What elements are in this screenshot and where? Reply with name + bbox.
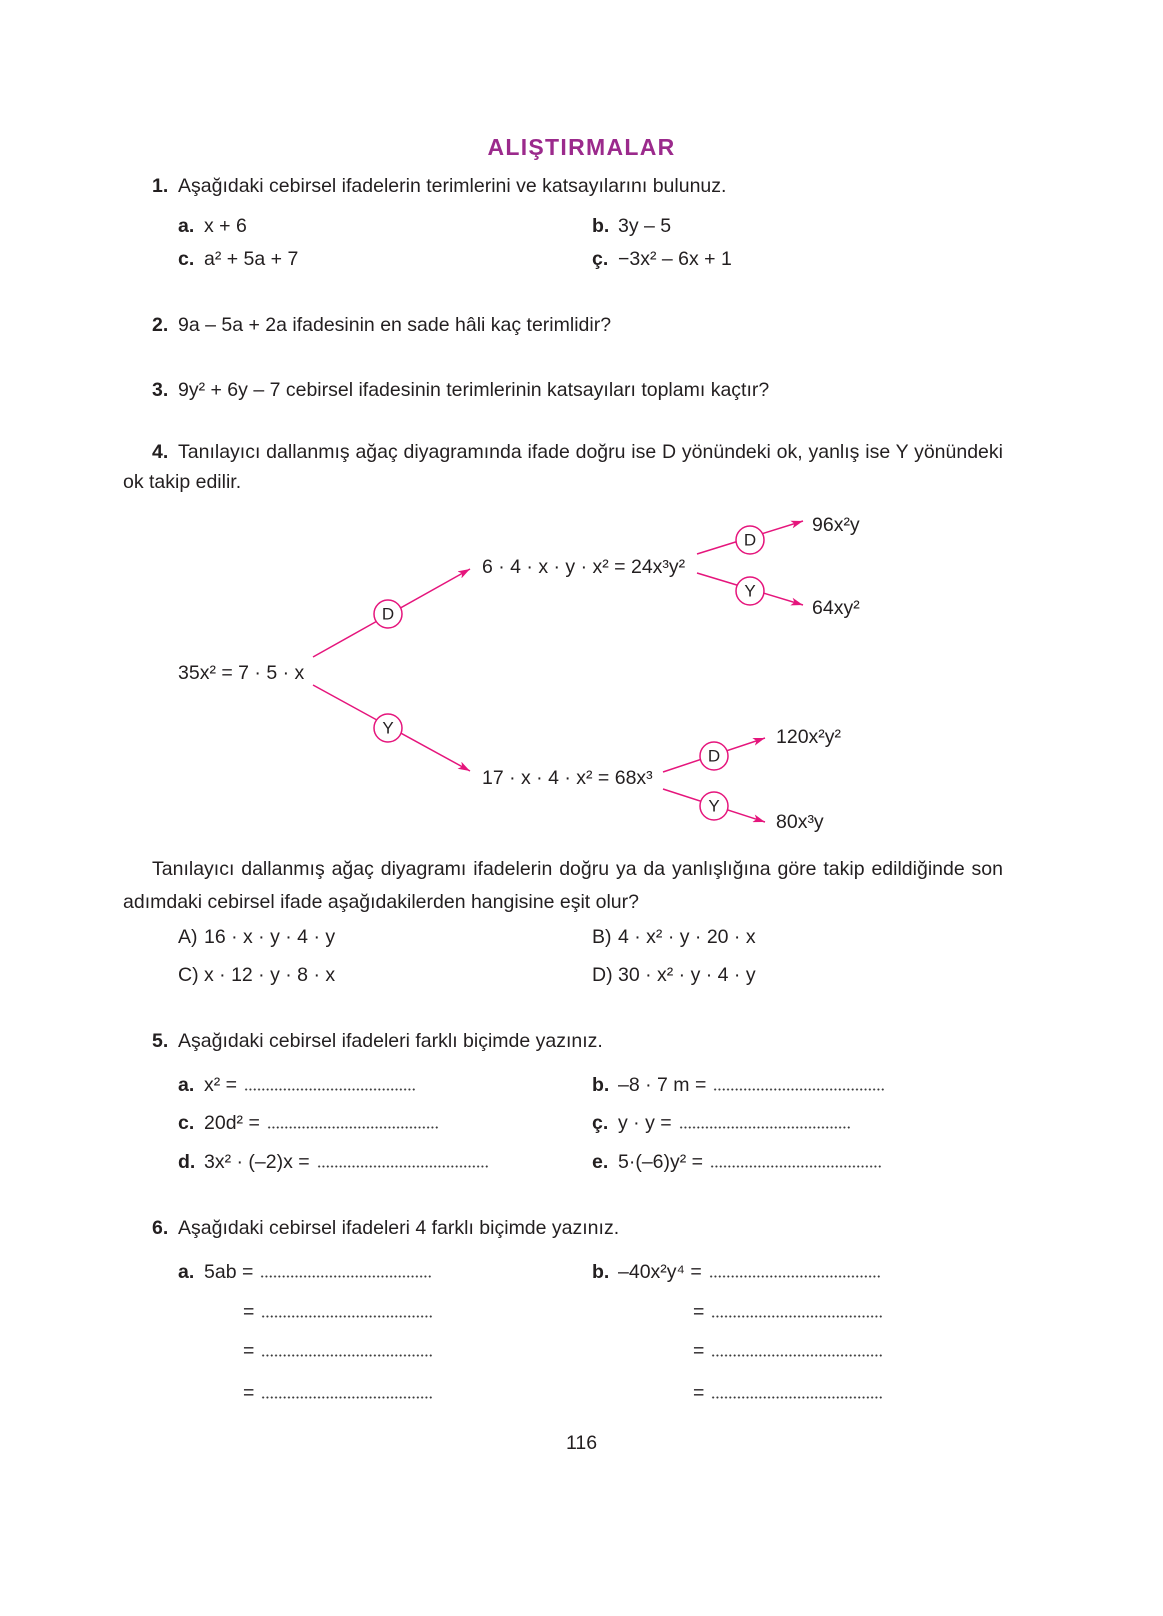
question-4-intro-line-2: ok takip edilir. <box>123 471 242 493</box>
answer-blank <box>244 1088 416 1091</box>
question-5-number: 5. <box>152 1030 169 1052</box>
page-title: ALIŞTIRMALAR <box>487 134 676 160</box>
item-expression: 5ab = <box>204 1261 254 1283</box>
answer-blank <box>709 1275 881 1278</box>
question-6-item-b <box>592 1260 881 1284</box>
diagram-upper-statement: 6 · 4 · x · y · x² = 24x³y² <box>482 556 686 578</box>
diagram-outcome-lower-true: 120x²y² <box>776 726 842 748</box>
question-4-number: 4. <box>152 441 169 463</box>
item-expression: a² + 5a + 7 <box>204 248 299 270</box>
equals-sign: = <box>243 1340 255 1362</box>
item-expression: x² = <box>204 1074 238 1096</box>
option-label: D) <box>592 964 613 986</box>
question-6-b-continuation <box>693 1381 883 1405</box>
question-5-item-b <box>592 1073 885 1097</box>
question-1-number: 1. <box>152 175 169 197</box>
question-4-prompt-line-1: Tanılayıcı dallanmış ağaç diyagramı ifadelerin doğru ya da yanlışlığına göre takip edildiğinde son <box>152 858 1003 880</box>
false-node-letter: Y <box>744 581 756 601</box>
diagram-outcome-upper-false: 64xy² <box>812 597 860 619</box>
item-label: ç. <box>592 1112 609 1134</box>
question-5-item-cc <box>592 1111 851 1135</box>
true-node-letter: D <box>381 604 395 624</box>
question-6-a-continuation <box>243 1339 433 1363</box>
question-6-item-a <box>178 1260 432 1284</box>
answer-blank <box>261 1315 433 1318</box>
item-label: a. <box>178 215 195 237</box>
item-expression: y · y = <box>618 1112 672 1134</box>
item-expression: −3x² – 6x + 1 <box>618 248 732 270</box>
question-1-item-c <box>178 247 298 271</box>
option-c <box>178 963 335 987</box>
item-expression: 5·(–6)y² = <box>618 1151 704 1173</box>
equals-sign: = <box>243 1382 255 1404</box>
question-2-text: 9a – 5a + 2a ifadesinin en sade hâli kaç terimlidir? <box>178 314 612 336</box>
question-4-prompt-line-2: adımdaki cebirsel ifade aşağıdakilerden hangisine eşit olur? <box>123 891 639 913</box>
question-6-a-continuation <box>243 1381 433 1405</box>
item-expression: –40x²y⁴ = <box>618 1261 702 1283</box>
option-a <box>178 925 335 949</box>
answer-blank <box>317 1165 489 1168</box>
item-expression: 3y – 5 <box>618 215 672 237</box>
question-5-text: Aşağıdaki cebirsel ifadeleri farklı biçimde yazınız. <box>178 1030 603 1052</box>
equals-sign: = <box>693 1382 705 1404</box>
option-expression: 16 · x · y · 4 · y <box>204 926 336 948</box>
question-6-number: 6. <box>152 1217 169 1239</box>
question-1-item-cc <box>592 247 732 271</box>
question-6-b-continuation <box>693 1339 883 1363</box>
answer-blank <box>710 1165 882 1168</box>
answer-blank <box>260 1275 432 1278</box>
item-label: a. <box>178 1261 195 1283</box>
question-5-item-e <box>592 1150 882 1174</box>
item-label: a. <box>178 1074 195 1096</box>
option-d <box>592 963 756 987</box>
diagram-lower-statement: 17 · x · 4 · x² = 68x³ <box>482 767 653 789</box>
question-4-intro-line-1: Tanılayıcı dallanmış ağaç diyagramında ifade doğru ise D yönündeki ok, yanlış ise Y yönündeki <box>178 441 1003 463</box>
option-b <box>592 925 756 949</box>
question-6-text: Aşağıdaki cebirsel ifadeleri 4 farklı biçimde yazınız. <box>178 1217 620 1239</box>
item-label: c. <box>178 1112 195 1134</box>
question-6-b-continuation <box>693 1300 883 1324</box>
option-label: B) <box>592 926 612 948</box>
answer-blank <box>711 1315 883 1318</box>
question-5-item-c <box>178 1111 439 1135</box>
answer-blank <box>711 1396 883 1399</box>
item-expression: 20d² = <box>204 1112 260 1134</box>
option-label: A) <box>178 926 198 948</box>
question-2-number: 2. <box>152 314 169 336</box>
item-label: e. <box>592 1151 609 1173</box>
answer-blank <box>267 1126 439 1129</box>
option-expression: 30 · x² · y · 4 · y <box>618 964 756 986</box>
question-1-text: Aşağıdaki cebirsel ifadelerin terimlerini ve katsayılarını bulunuz. <box>178 175 727 197</box>
diagram-root-statement: 35x² = 7 · 5 · x <box>178 662 305 684</box>
equals-sign: = <box>693 1340 705 1362</box>
equals-sign: = <box>243 1301 255 1323</box>
diagram-outcome-upper-true: 96x²y <box>812 514 860 536</box>
item-expression: –8 · 7 m = <box>618 1074 707 1096</box>
item-label: b. <box>592 1261 610 1283</box>
item-label: b. <box>592 1074 610 1096</box>
answer-blank <box>261 1354 433 1357</box>
item-label: b. <box>592 215 610 237</box>
page-number: 116 <box>565 1432 598 1454</box>
question-5-item-d <box>178 1150 489 1174</box>
option-label: C) <box>178 964 199 986</box>
item-label: d. <box>178 1151 196 1173</box>
false-node-letter: Y <box>382 718 394 738</box>
question-5-item-a <box>178 1073 416 1097</box>
option-expression: 4 · x² · y · 20 · x <box>618 926 756 948</box>
equals-sign: = <box>693 1301 705 1323</box>
true-node-letter: D <box>707 746 721 766</box>
answer-blank <box>711 1354 883 1357</box>
answer-blank <box>679 1126 851 1129</box>
item-expression: 3x² · (–2)x = <box>204 1151 310 1173</box>
answer-blank <box>713 1088 885 1091</box>
item-label: ç. <box>592 248 609 270</box>
question-1-item-b <box>592 214 671 238</box>
item-label: c. <box>178 248 195 270</box>
question-6-a-continuation <box>243 1300 433 1324</box>
question-1-item-a <box>178 214 247 238</box>
question-3-number: 3. <box>152 379 169 401</box>
item-expression: x + 6 <box>204 215 247 237</box>
question-3-text: 9y² + 6y – 7 cebirsel ifadesinin terimlerinin katsayıları toplamı kaçtır? <box>178 379 770 401</box>
true-node-letter: D <box>743 530 757 550</box>
option-expression: x · 12 · y · 8 · x <box>204 964 336 986</box>
diagram-outcome-lower-false: 80x³y <box>776 811 824 833</box>
answer-blank <box>261 1396 433 1399</box>
false-node-letter: Y <box>708 796 720 816</box>
